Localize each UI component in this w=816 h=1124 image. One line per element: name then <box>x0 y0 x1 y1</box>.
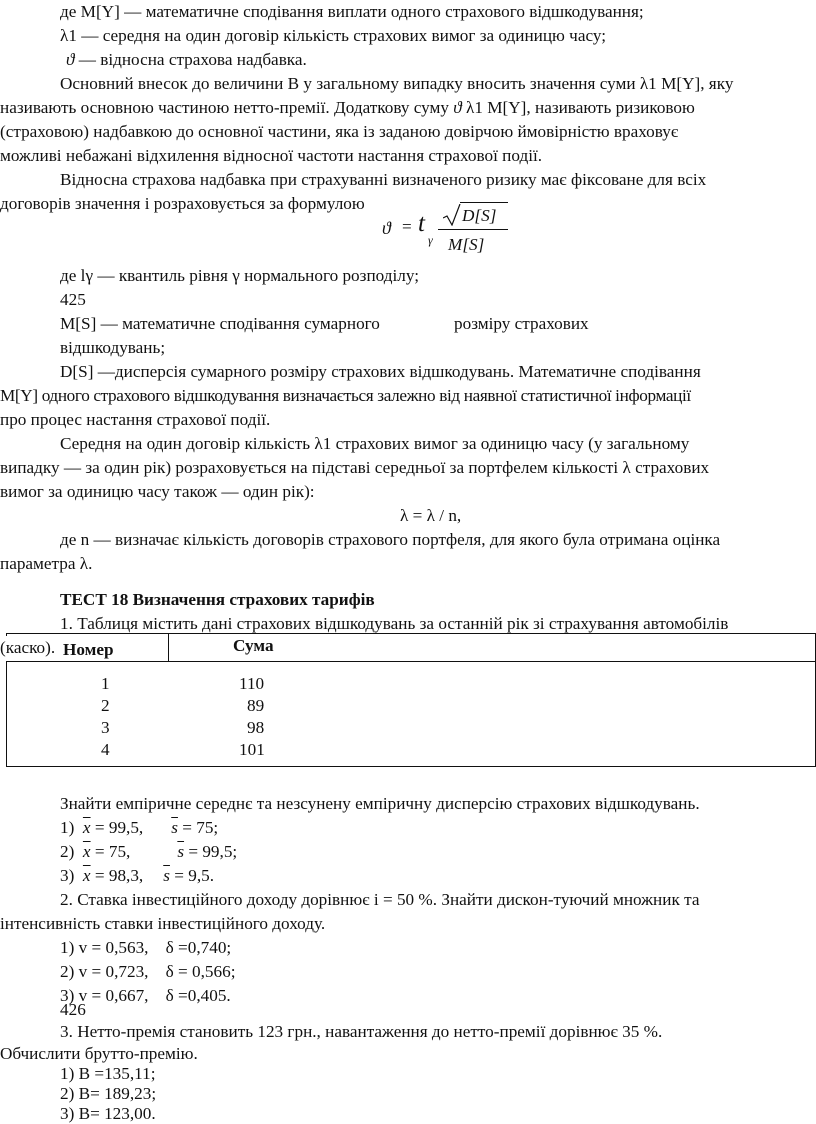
table-divider <box>168 634 169 661</box>
option-value: = 9,5. <box>169 866 215 885</box>
text-line: D[S] —дисперсія сумарного розміру страхових відшкодувань. Математичне сподівання <box>60 362 701 381</box>
table-cell-sum: 98 <box>247 718 265 737</box>
text-line: λ1 — середня на один договір кількість страхових вимог за одиницю часу; <box>60 26 606 45</box>
table-cell-sum: 101 <box>239 740 265 759</box>
theta-symbol: ϑ <box>453 98 462 117</box>
x-bar: $\overline{x}$ <box>82 818 91 837</box>
relative-loading-formula <box>380 198 510 262</box>
option-value: = 75, <box>90 842 131 861</box>
text-line <box>60 48 307 73</box>
table-cell-number: 3 <box>101 718 110 737</box>
formula-equals: = <box>402 217 412 236</box>
test-title: ТЕСТ 18 Визначення страхових тарифів <box>60 590 375 609</box>
fraction-bar <box>438 229 508 230</box>
answer-option: 1) B =135,11; <box>60 1064 156 1083</box>
theta-symbol: ϑ <box>66 50 75 69</box>
text-line: можливі небажані відхилення відносної частоти настання страхової події. <box>0 146 543 165</box>
answer-option: 1) v = 0,563, δ =0,740; <box>60 938 232 957</box>
table-cell-number: 2 <box>101 696 110 715</box>
text-line <box>0 96 695 121</box>
equation: λ = λ / n, <box>400 506 462 525</box>
x-bar: $\overline{x}$ <box>82 866 91 885</box>
text-line: (каско). <box>0 636 57 661</box>
answer-option: 2) v = 0,723, δ = 0,566; <box>60 962 236 981</box>
table-header-number: Номер <box>63 640 114 659</box>
option-value: = 98,3, <box>90 866 144 885</box>
formula-numerator: D[S] <box>462 206 497 225</box>
option-value: = 99,5, <box>90 818 144 837</box>
table-header-sum: Сума <box>233 636 274 655</box>
option-number: 2) <box>60 842 75 861</box>
table-cell-sum: 110 <box>239 674 265 693</box>
answer-option: 2) B= 189,23; <box>60 1084 157 1103</box>
text-line: інтенсивність ставки інвестиційного доходу. <box>0 914 326 933</box>
text-line: Основний внесок до величини В у загальному випадку вносить значення суми λ1 M[Y], яку <box>60 74 734 93</box>
page-number: 425 <box>60 290 86 309</box>
option-value: = 75; <box>177 818 219 837</box>
text-span: називають основною частиною нетто-премії. Додаткову суму <box>0 98 454 117</box>
s-bar: $\overline{s}$ <box>171 818 178 837</box>
text-line: договорів значення і розраховується за формулою <box>0 194 365 213</box>
page-number: 426 <box>60 1000 86 1019</box>
text-span: λ1 M[Y], називають ризиковою <box>461 98 695 117</box>
text-line: M[Y] одного страхового відшкодування визначається залежно від наявної статистичної інформації <box>0 386 691 405</box>
text-line: 3. Нетто-премія становить 123 грн., навантаження до нетто-премії дорівнює 35 %. <box>60 1022 663 1041</box>
text-line: Знайти емпіричне середнє та незсунену емпіричну дисперсію страхових відшкодувань. <box>60 794 700 813</box>
s-bar: $\overline{s}$ <box>163 866 170 885</box>
text-line: де n — визначає кількість договорів страхового портфеля, для якого була отримана оцінка <box>60 530 721 549</box>
answer-option: 3) B= 123,00. <box>60 1104 156 1123</box>
text-line: (страховою) надбавкою до основної частини, яка із заданою довірчою ймовірністю враховує <box>0 122 679 141</box>
text-line: параметра λ. <box>0 554 93 573</box>
sqrt-sign <box>443 204 461 226</box>
text-line: розміру страхових <box>454 314 589 333</box>
text-line: M[S] — математичне сподівання сумарного <box>60 314 380 333</box>
table-cell-number: 1 <box>101 674 110 693</box>
sqrt-bar <box>460 202 508 203</box>
text-line: Відносна страхова надбавка при страхуванні визначеного ризику має фіксоване для всіх <box>60 170 707 189</box>
text-line: про процес настання страхової події. <box>0 410 271 429</box>
answer-option <box>60 816 218 841</box>
text-line: Середня на один договір кількість λ1 страхових вимог за одиницю часу (у загальному <box>60 434 690 453</box>
answer-option <box>60 864 214 889</box>
text-line: 2. Ставка інвестиційного доходу дорівнює і = 50 %. Знайти дискон-туючий множник та <box>60 890 700 909</box>
answer-option: 3) v = 0,667, δ =0,405. <box>60 986 231 1005</box>
text-line: де lγ — квантиль рівня γ нормального розподілу; <box>60 266 419 285</box>
formula-subscript: γ <box>428 233 433 247</box>
x-bar: $\overline{x}$ <box>82 842 91 861</box>
formula-lhs: ϑ <box>382 218 391 238</box>
text-line: вимог за одиницю часу також — один рік): <box>0 482 315 501</box>
table-cell-number: 4 <box>101 740 110 759</box>
text-line: випадку — за один рік) розраховується на підставі середньої за портфелем кількості λ страхових <box>0 458 710 477</box>
text-line: Обчислити брутто-премію. <box>0 1044 198 1063</box>
option-number: 1) <box>60 818 75 837</box>
text-line: відшкодувань; <box>60 338 166 357</box>
text-line: 1. Таблиця містить дані страхових відшкодувань за останній рік зі страхування автомобілів <box>60 614 729 633</box>
answer-option <box>60 840 237 865</box>
s-bar: $\overline{s}$ <box>177 842 185 861</box>
option-value: = 99,5; <box>184 842 238 861</box>
claims-table <box>6 633 816 767</box>
option-number: 3) <box>60 866 75 885</box>
table-cell-sum: 89 <box>247 696 265 715</box>
formula-denominator: M[S] <box>448 235 485 254</box>
text-line: де M[Y] — математичне сподівання виплати одного страхового відшкодування; <box>60 2 644 21</box>
text-span: — відносна страхова надбавка. <box>74 50 307 69</box>
formula-t: t <box>418 210 425 237</box>
